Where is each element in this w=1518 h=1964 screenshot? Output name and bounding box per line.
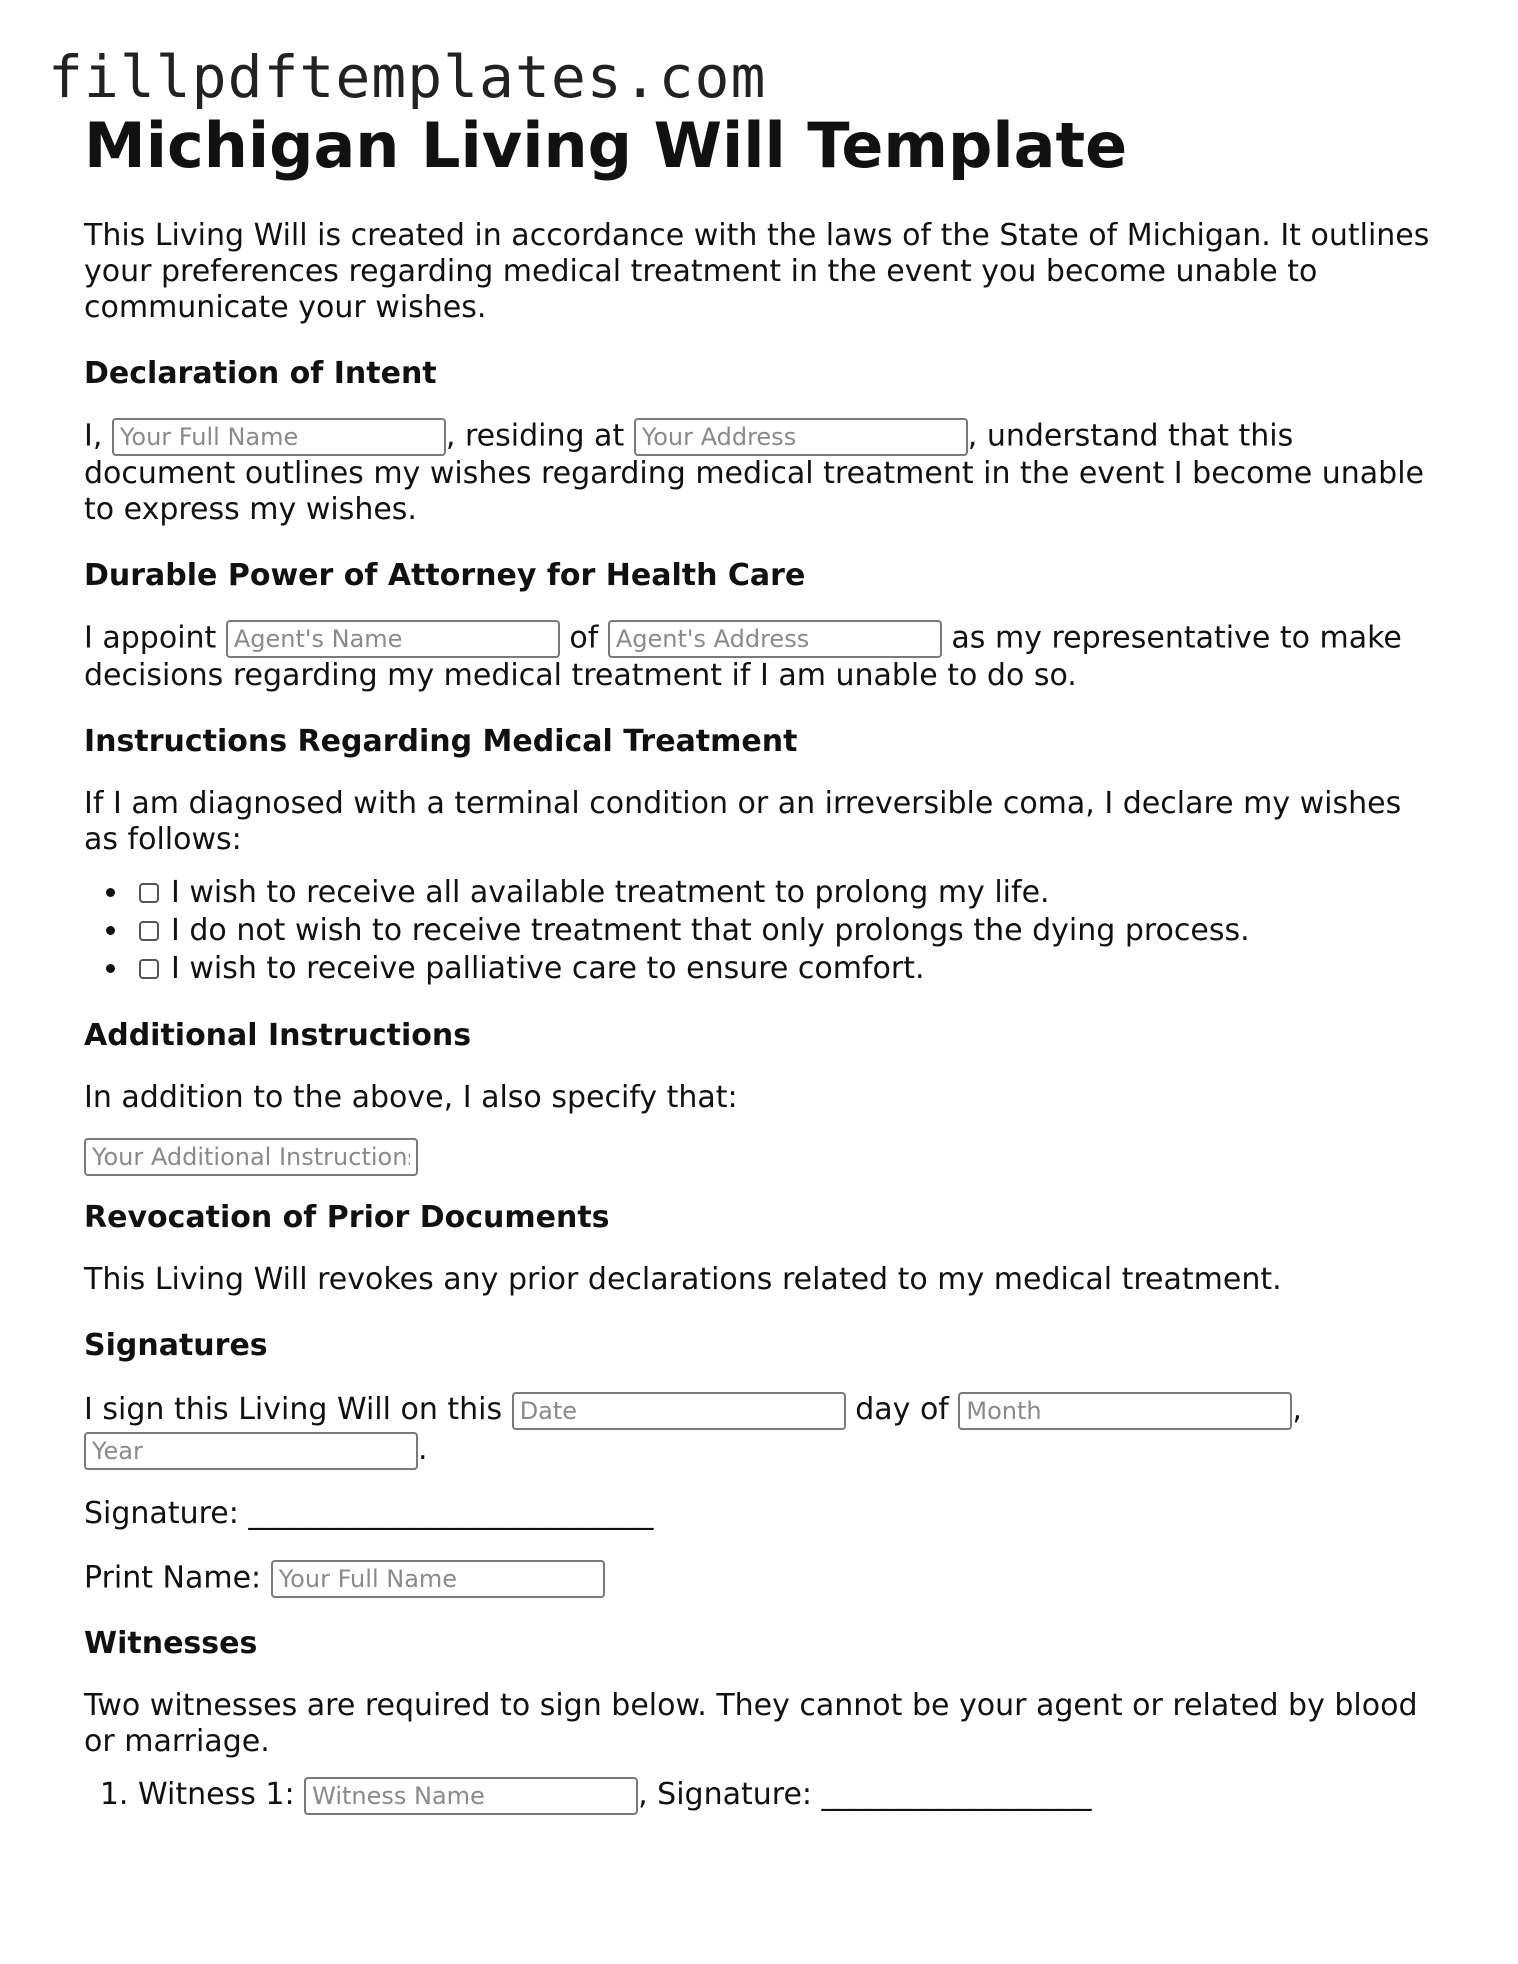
witness-signature-line: , Signature: __________________ [638,1777,1092,1812]
additional-instructions-input[interactable] [84,1138,418,1176]
sign-date-paragraph [84,1390,1444,1470]
declaration-paragraph [84,418,1444,528]
witness-list [84,1776,1444,1815]
sign-text-3: , [1292,1392,1302,1427]
witness-item [138,1776,1444,1815]
signatures-heading: Signatures [84,1328,268,1363]
document-body [84,110,1444,1815]
print-name-row [84,1560,1444,1598]
option-label: I wish to receive all available treatment to prolong my life. [171,875,1050,910]
option-label: I wish to receive palliative care to ensure comfort. [171,951,925,986]
witnesses-heading: Witnesses [84,1626,258,1661]
additional-heading: Additional Instructions [84,1018,472,1053]
intro-paragraph: This Living Will is created in accordance with the laws of the State of Michigan. It outlines your preferences regarding medical treatment in the event you become unable to communicate your wishes. [84,218,1430,325]
agent-name-input[interactable] [226,620,560,658]
signature-line: Signature: ___________________________ [84,1496,654,1531]
declaration-text-3: , understand that this document outlines my wishes regarding medical treatment in the event I become unable to express my wishes. [84,418,1424,527]
instructions-paragraph: If I am diagnosed with a terminal condition or an irreversible coma, I declare my wishes as follows: [84,786,1402,857]
full-name-input[interactable] [112,418,446,456]
witnesses-paragraph: Two witnesses are required to sign below. They cannot be your agent or related by blood or marriage. [84,1688,1418,1759]
print-name-input[interactable] [271,1560,605,1598]
site-watermark: fillpdftemplates.com [48,43,767,111]
witness-name-input[interactable] [304,1777,638,1815]
revocation-heading: Revocation of Prior Documents [84,1200,610,1235]
declaration-text-2: , residing at [445,418,634,454]
page-title: Michigan Living Will Template [84,109,1128,182]
date-input[interactable] [512,1392,846,1430]
treatment-option [131,950,1444,988]
sign-text-2: day of [845,1392,959,1427]
checkbox[interactable] [139,921,159,941]
poa-text-2: of [559,620,608,656]
print-name-label: Print Name: [84,1560,271,1596]
checkbox[interactable] [139,959,159,979]
declaration-heading: Declaration of Intent [84,356,437,391]
poa-heading: Durable Power of Attorney for Health Care [84,558,806,593]
additional-paragraph: In addition to the above, I also specify that: [84,1080,738,1115]
option-label: I do not wish to receive treatment that only prolongs the dying process. [171,913,1250,948]
address-input[interactable] [634,418,968,456]
poa-text-3: as my representative to make decisions regarding my medical treatment if I am unable to do so. [84,620,1402,693]
additional-input-row [84,1138,1444,1176]
declaration-text-1: I, [84,418,112,454]
agent-address-input[interactable] [608,620,942,658]
poa-text-1: I appoint [84,620,226,656]
treatment-option [131,874,1444,912]
instructions-heading: Instructions Regarding Medical Treatment [84,724,798,759]
sign-text-4: . [418,1432,428,1467]
year-input[interactable] [84,1432,418,1470]
treatment-option [131,912,1444,950]
treatment-options-list [84,874,1444,988]
checkbox[interactable] [139,883,159,903]
sign-text-1: I sign this Living Will on this [84,1392,512,1427]
witness-label: Witness 1: [138,1777,305,1812]
month-input[interactable] [958,1392,1292,1430]
revocation-paragraph: This Living Will revokes any prior declarations related to my medical treatment. [84,1262,1282,1297]
poa-paragraph [84,620,1444,694]
